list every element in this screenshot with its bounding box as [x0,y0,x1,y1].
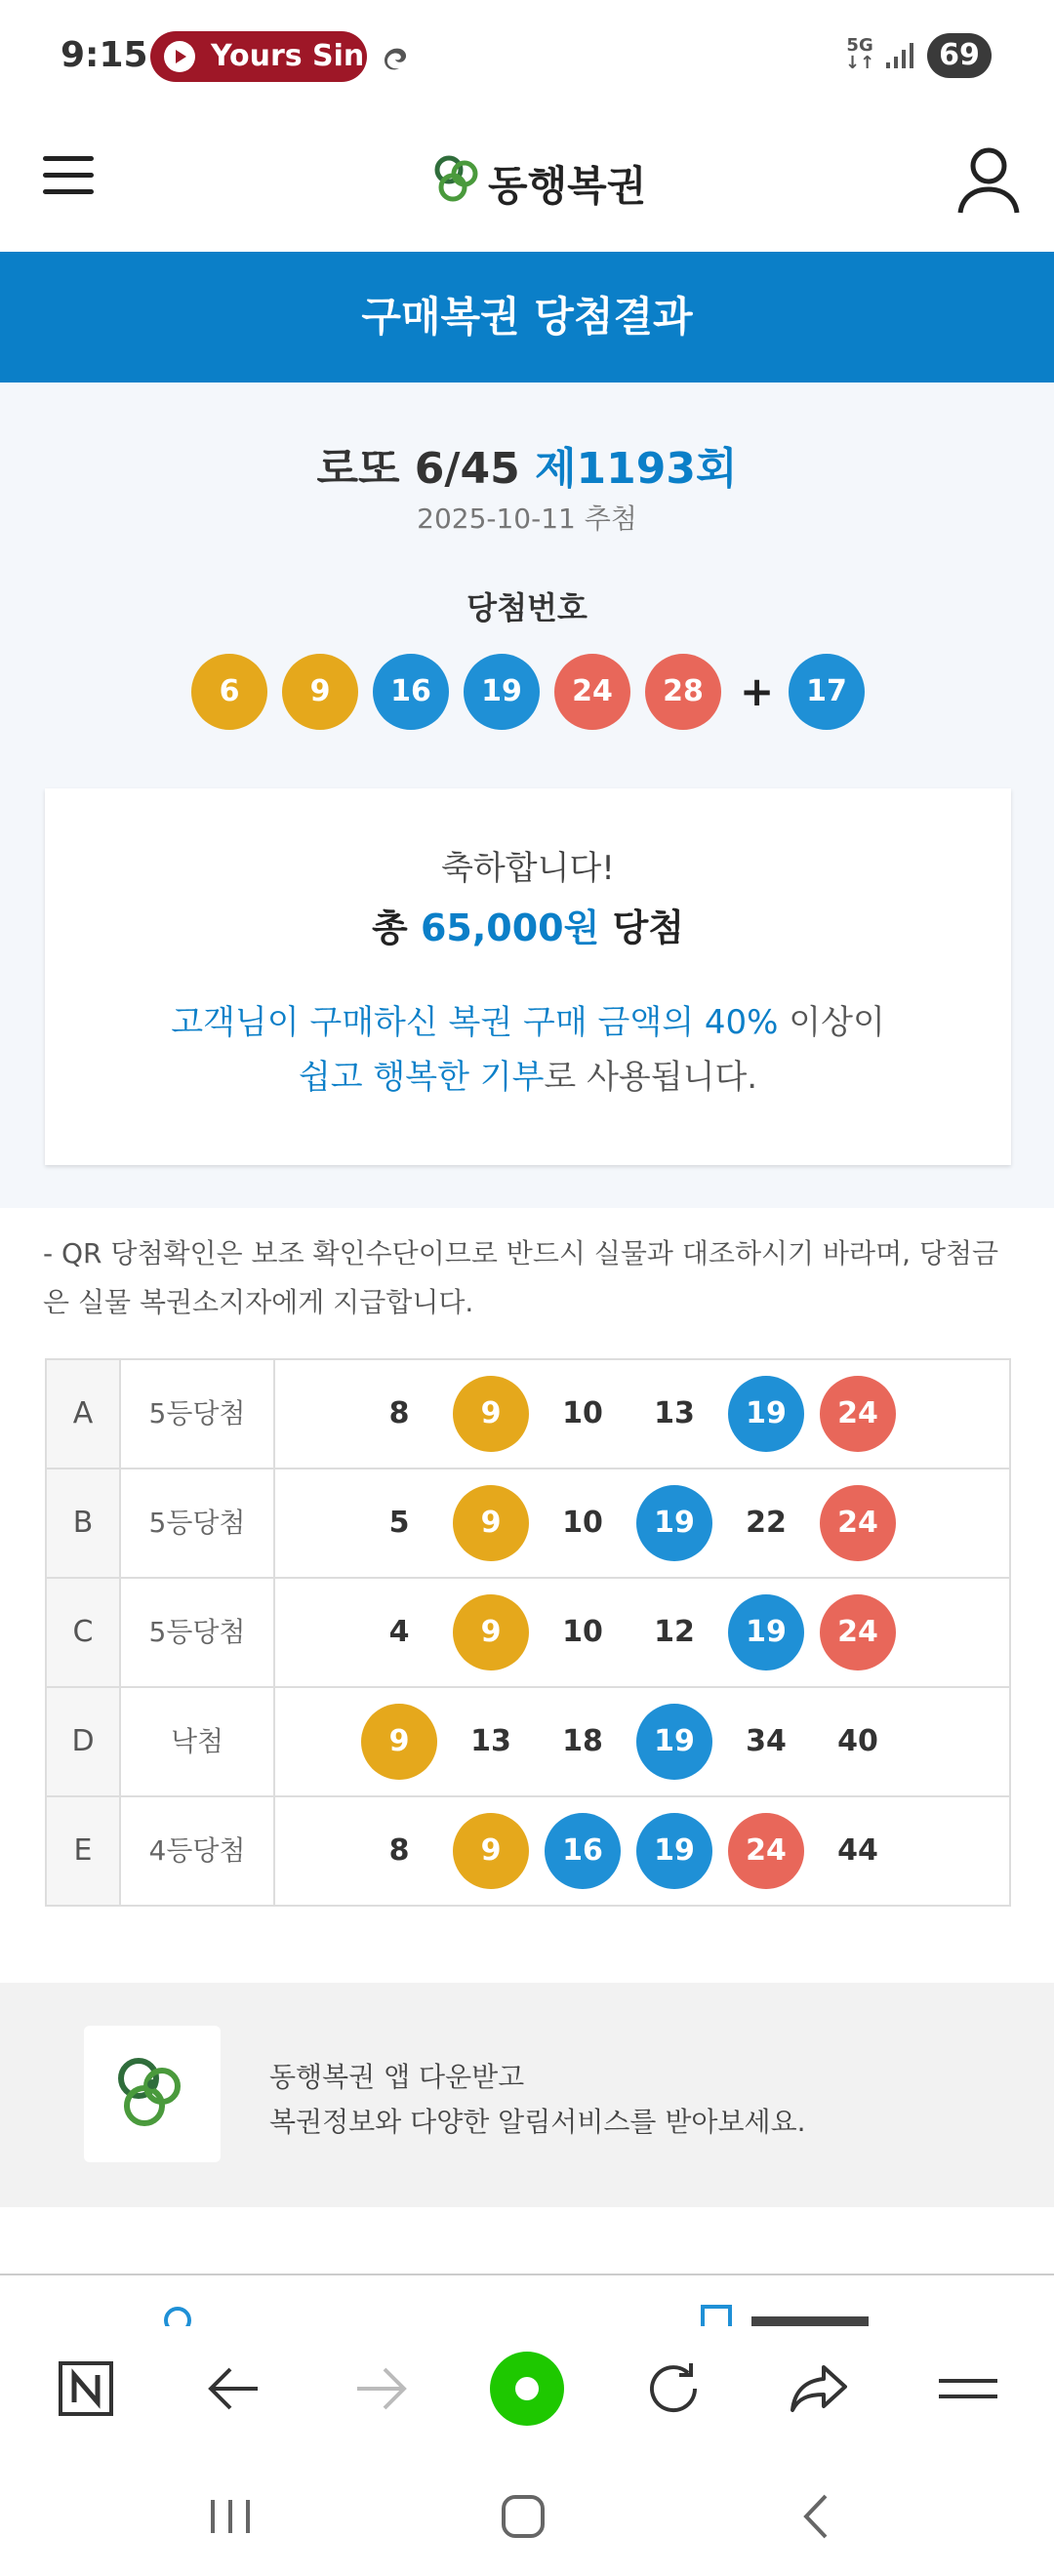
matched-number-ball: 9 [453,1485,529,1561]
donation-note: 고객님이 구매하신 복권 구매 금액의 40% 이상이 쉽고 행복한 기부로 사용됩니다. [171,1003,885,1097]
table-row [45,1469,1011,1579]
ticket-number: 44 [837,1833,878,1868]
matched-number-ball: 16 [545,1813,621,1889]
matched-number-ball: 24 [820,1376,896,1452]
ticket-number: 8 [388,1396,410,1430]
green-dot-home-icon[interactable] [488,2350,566,2428]
back-arrow-icon[interactable] [195,2350,273,2428]
game-result: 5등당첨 [121,1360,275,1468]
game-name: 로또 6/45 [316,444,520,494]
winning-numbers [191,654,874,732]
winning-number-ball: 6 [191,654,267,730]
network-type-icon: 5G ↓↑ [845,35,875,73]
android-nav-bar [0,2453,1054,2576]
matched-number-ball: 9 [361,1704,437,1780]
footer-divider [0,2274,1054,2275]
draw-title [0,433,1054,496]
game-numbers [275,1797,1011,1905]
app-download-promo[interactable] [0,1983,1054,2207]
matched-number-ball: 24 [728,1813,804,1889]
game-numbers [275,1579,1011,1686]
matched-number-ball: 19 [636,1485,712,1561]
ticket-number: 10 [562,1506,603,1540]
winning-number-ball: 19 [464,654,540,730]
matched-number-ball: 24 [820,1485,896,1561]
game-letter: A [45,1360,121,1468]
clock: 9:15 [61,35,148,75]
winning-number-ball: 28 [645,654,721,730]
ticket-number: 13 [654,1396,695,1430]
ticket-results-table [45,1358,1011,1905]
game-result: 5등당첨 [121,1469,275,1577]
draw-date: 2025-10-11 추첨 [417,503,637,535]
qr-disclaimer: - QR 당첨확인은 보조 확인수단이므로 반드시 실물과 대조하시기 바라며, 당첨금은 실물 복권소지자에게 지급합니다. [43,1237,999,1318]
status-bar [0,0,1054,113]
youtube-music-icon [164,41,195,72]
ticket-number: 22 [746,1506,787,1540]
browser-toolbar [0,2326,1054,2453]
matched-number-ball: 19 [636,1704,712,1780]
forward-arrow-icon[interactable] [342,2350,420,2428]
game-letter: B [45,1469,121,1577]
share-icon[interactable] [781,2350,859,2428]
matched-number-ball: 9 [453,1376,529,1452]
ticket-number: 12 [654,1615,695,1649]
user-account-icon[interactable] [954,142,1023,221]
ticket-number: 34 [746,1724,787,1758]
table-row [45,1797,1011,1907]
ticket-number: 40 [837,1724,878,1758]
ticket-number: 13 [470,1724,511,1758]
app-logo-icon [84,2026,221,2162]
ticket-number: 18 [562,1724,603,1758]
prize-summary-card [45,788,1011,1165]
game-letter: D [45,1688,121,1795]
n-tabs-icon[interactable] [47,2350,125,2428]
total-prize: 총 65,000원 당첨 [372,906,684,949]
game-letter: E [45,1797,121,1905]
ticket-number: 10 [562,1396,603,1430]
ticket-number: 10 [562,1615,603,1649]
ticket-number: 5 [388,1506,410,1540]
promo-text: 동행복권 앱 다운받고 복권정보와 다양한 알림서비스를 받아보세요. [269,2061,806,2138]
total-prize-amount: 65,000원 [420,906,600,949]
recent-apps-icon[interactable] [191,2482,269,2551]
home-icon[interactable] [484,2482,562,2551]
page-title-banner: 구매복권 당첨결과 [0,252,1054,382]
winning-numbers-label: 당첨번호 [466,589,588,626]
matched-number-ball: 19 [636,1813,712,1889]
table-row [45,1688,1011,1797]
media-title: Yours Sin [211,39,365,73]
bonus-number-ball: 17 [789,654,865,730]
media-playing-pill[interactable] [150,31,367,82]
table-row [45,1360,1011,1469]
game-letter: C [45,1579,121,1686]
congrats-text: 축하합니다! [441,849,615,888]
logo-text: 동행복권 [488,162,647,210]
winning-number-ball: 9 [282,654,358,730]
back-icon[interactable] [779,2482,857,2551]
game-numbers [275,1688,1011,1795]
game-result: 4등당첨 [121,1797,275,1905]
matched-number-ball: 19 [728,1376,804,1452]
matched-number-ball: 9 [453,1594,529,1670]
ticket-number: 4 [388,1615,410,1649]
game-numbers [275,1469,1011,1577]
battery-indicator: 69 [927,33,992,78]
matched-number-ball: 19 [728,1594,804,1670]
matched-number-ball: 9 [453,1813,529,1889]
ticket-number: 8 [388,1833,410,1868]
bonus-plus-sign: + [740,667,775,715]
game-numbers [275,1360,1011,1468]
matched-number-ball: 24 [820,1594,896,1670]
signal-icon [884,37,917,70]
winning-number-ball: 24 [554,654,630,730]
winning-number-ball: 16 [373,654,449,730]
game-result: 5등당첨 [121,1579,275,1686]
footer-links-partial [0,2277,1054,2326]
site-header [0,113,1054,252]
hamburger-menu-icon[interactable] [43,148,98,207]
clover-logo-icon [429,152,484,207]
table-row [45,1579,1011,1688]
reload-icon[interactable] [634,2350,712,2428]
swirl-notification-icon [379,39,418,81]
menu-icon[interactable] [929,2350,1007,2428]
game-result: 낙첨 [121,1688,275,1795]
draw-round: 제1193회 [535,444,738,494]
